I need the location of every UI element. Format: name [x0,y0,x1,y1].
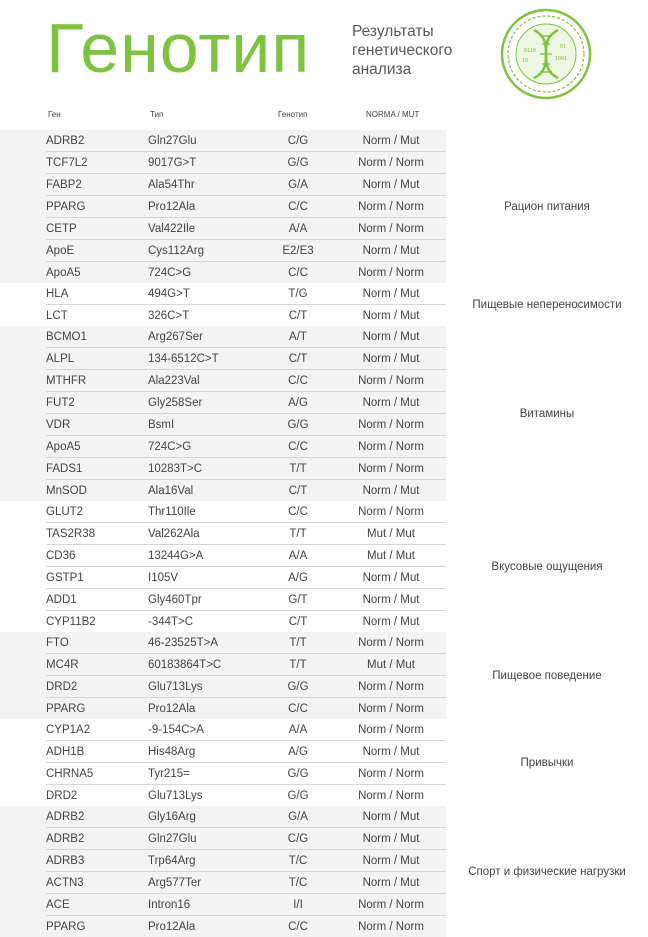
table-row [0,130,648,152]
subtitle-line: анализа [352,60,492,79]
gene-cell: CYP1A2 [46,719,148,741]
type-cell: -344T>C [148,611,260,633]
genotype-cell: I/I [260,894,336,916]
row-margin [0,174,46,196]
gene-cell: ACE [46,894,148,916]
row-margin [0,850,46,872]
gene-cell: ApoE [46,240,148,262]
row-margin [0,611,46,633]
result-cell: Norm / Norm [336,632,446,654]
type-cell: Ala16Val [148,480,260,502]
genotype-cell: T/T [260,632,336,654]
category-label: Вкусовые ощущения [446,501,648,632]
result-cell: Norm / Mut [336,240,446,262]
column-header-gene: Ген [48,110,61,119]
genotype-cell: C/T [260,480,336,502]
gene-cell: VDR [46,414,148,436]
result-cell: Norm / Norm [336,785,446,807]
svg-text:0110: 0110 [524,48,536,54]
genotype-cell: C/T [260,305,336,327]
type-cell: Gly16Arg [148,806,260,828]
genotype-cell: T/T [260,523,336,545]
category-label: Витамины [446,326,648,501]
genotype-cell: T/C [260,850,336,872]
category-label: Рацион питания [446,130,648,283]
result-cell: Norm / Norm [336,196,446,218]
row-margin [0,218,46,240]
type-cell: Ala223Val [148,370,260,392]
genotype-cell: G/G [260,414,336,436]
gene-cell: ADRB2 [46,828,148,850]
result-cell: Norm / Mut [336,130,446,152]
row-margin [0,480,46,502]
genotype-cell: A/T [260,326,336,348]
gene-cell: CETP [46,218,148,240]
result-cell: Norm / Norm [336,719,446,741]
type-cell: Pro12Ala [148,196,260,218]
row-margin [0,872,46,894]
column-header-type: Тип [150,110,163,119]
genotype-cell: A/A [260,719,336,741]
category-label: Пищевые непереносимости [446,283,648,326]
genotype-cell: C/G [260,130,336,152]
type-cell: Glu713Lys [148,676,260,698]
genotype-cell: C/C [260,370,336,392]
type-cell: 9017G>T [148,152,260,174]
result-cell: Norm / Norm [336,763,446,785]
genotype-cell: C/T [260,611,336,633]
type-cell: 46-23525T>A [148,632,260,654]
gene-cell: ADH1B [46,741,148,763]
row-margin [0,152,46,174]
category-label: Привычки [446,719,648,806]
type-cell: Val422Ile [148,218,260,240]
genotype-cell: T/T [260,458,336,480]
gene-cell: PPARG [46,698,148,720]
row-margin [0,785,46,807]
row-margin [0,828,46,850]
result-cell: Mut / Mut [336,654,446,676]
result-cell: Norm / Mut [336,850,446,872]
result-cell: Norm / Mut [336,872,446,894]
type-cell: Intron16 [148,894,260,916]
type-cell: BsmI [148,414,260,436]
type-cell: Arg267Ser [148,326,260,348]
row-margin [0,414,46,436]
report-subtitle [352,22,492,79]
genotype-cell: T/C [260,872,336,894]
result-cell: Norm / Norm [336,436,446,458]
result-cell: Norm / Norm [336,218,446,240]
result-cell: Norm / Mut [336,611,446,633]
column-header-result: NORMA / MUT [366,110,419,119]
type-cell: 60183864T>C [148,654,260,676]
row-margin [0,894,46,916]
gene-cell: ADRB2 [46,806,148,828]
row-margin [0,501,46,523]
result-cell: Norm / Mut [336,741,446,763]
table-row [0,806,648,828]
row-margin [0,283,46,305]
table-row [0,283,648,305]
result-cell: Norm / Mut [336,174,446,196]
type-cell: -9-154C>A [148,719,260,741]
row-margin [0,305,46,327]
type-cell: His48Arg [148,741,260,763]
gene-cell: DRD2 [46,785,148,807]
result-cell: Norm / Mut [336,589,446,611]
svg-text:01: 01 [560,44,566,50]
type-cell: Gly258Ser [148,392,260,414]
row-margin [0,806,46,828]
result-cell: Norm / Mut [336,480,446,502]
result-cell: Norm / Norm [336,894,446,916]
result-cell: Norm / Norm [336,698,446,720]
genotype-cell: A/G [260,741,336,763]
row-margin [0,262,46,284]
type-cell: 724C>G [148,262,260,284]
table-row [0,719,648,741]
gene-cell: LCT [46,305,148,327]
type-cell: Glu713Lys [148,785,260,807]
row-margin [0,654,46,676]
genotype-cell: T/T [260,654,336,676]
row-margin [0,523,46,545]
genotype-cell: A/G [260,392,336,414]
row-margin [0,763,46,785]
genotype-cell: C/C [260,698,336,720]
row-margin [0,348,46,370]
result-cell: Norm / Norm [336,458,446,480]
gene-cell: FADS1 [46,458,148,480]
result-cell: Mut / Mut [336,545,446,567]
genotype-cell: C/C [260,262,336,284]
genotype-cell: C/C [260,916,336,937]
gene-cell: CHRNA5 [46,763,148,785]
type-cell: I105V [148,567,260,589]
svg-text:1001: 1001 [555,56,567,62]
genotype-cell: C/C [260,436,336,458]
row-margin [0,741,46,763]
result-cell: Norm / Norm [336,152,446,174]
type-cell: Pro12Ala [148,916,260,937]
dna-seal-icon [500,8,592,100]
column-header-genotype: Генотип [278,110,307,119]
genotype-cell: G/G [260,785,336,807]
gene-cell: DRD2 [46,676,148,698]
genotype-cell: G/G [260,676,336,698]
genotype-cell: T/G [260,283,336,305]
type-cell: Trp64Arg [148,850,260,872]
table-row [0,501,648,523]
row-margin [0,589,46,611]
gene-cell: TCF7L2 [46,152,148,174]
type-cell: 13244G>A [148,545,260,567]
gene-cell: ADD1 [46,589,148,611]
result-cell: Norm / Norm [336,676,446,698]
row-margin [0,436,46,458]
row-margin [0,567,46,589]
type-cell: 724C>G [148,436,260,458]
type-cell: Ala54Thr [148,174,260,196]
type-cell: Val262Ala [148,523,260,545]
type-cell: Gln27Glu [148,130,260,152]
type-cell: Pro12Ala [148,698,260,720]
result-cell: Norm / Mut [336,567,446,589]
genotype-cell: C/C [260,196,336,218]
row-margin [0,676,46,698]
row-margin [0,719,46,741]
gene-cell: ACTN3 [46,872,148,894]
result-cell: Norm / Mut [336,326,446,348]
genotype-cell: G/G [260,152,336,174]
result-cell: Mut / Mut [336,523,446,545]
gene-cell: MnSOD [46,480,148,502]
row-margin [0,458,46,480]
gene-cell: GLUT2 [46,501,148,523]
row-margin [0,240,46,262]
type-cell: Tyr215= [148,763,260,785]
brand-logo-text: Генотип [46,8,310,88]
type-cell: 494G>T [148,283,260,305]
table-row [0,632,648,654]
gene-cell: ADRB2 [46,130,148,152]
result-cell: Norm / Norm [336,916,446,937]
gene-cell: ALPL [46,348,148,370]
gene-cell: MTHFR [46,370,148,392]
subtitle-line: генетического [352,41,492,60]
gene-cell: BCMO1 [46,326,148,348]
result-cell: Norm / Norm [336,262,446,284]
result-cell: Norm / Mut [336,305,446,327]
gene-cell: PPARG [46,196,148,218]
type-cell: Gln27Glu [148,828,260,850]
gene-cell: HLA [46,283,148,305]
type-cell: 134-6512C>T [148,348,260,370]
gene-cell: FUT2 [46,392,148,414]
genotype-cell: G/G [260,763,336,785]
genotype-cell: C/G [260,828,336,850]
genotype-table [0,130,648,937]
type-cell: 10283T>C [148,458,260,480]
result-cell: Norm / Mut [336,806,446,828]
gene-cell: MC4R [46,654,148,676]
result-cell: Norm / Norm [336,414,446,436]
row-margin [0,196,46,218]
gene-cell: ApoA5 [46,262,148,284]
gene-cell: FTO [46,632,148,654]
gene-cell: ADRB3 [46,850,148,872]
result-cell: Norm / Norm [336,370,446,392]
genotype-cell: A/A [260,545,336,567]
row-margin [0,370,46,392]
gene-cell: PPARG [46,916,148,937]
result-cell: Norm / Norm [336,501,446,523]
gene-cell: FABP2 [46,174,148,196]
type-cell: Gly460Tpr [148,589,260,611]
genotype-cell: A/A [260,218,336,240]
gene-cell: ApoA5 [46,436,148,458]
row-margin [0,545,46,567]
type-cell: Cys112Arg [148,240,260,262]
genotype-cell: C/T [260,348,336,370]
type-cell: Arg577Ter [148,872,260,894]
svg-text:10: 10 [522,58,528,64]
row-margin [0,326,46,348]
genotype-cell: E2/E3 [260,240,336,262]
result-cell: Norm / Mut [336,828,446,850]
type-cell: 326C>T [148,305,260,327]
row-margin [0,130,46,152]
gene-cell: CYP11B2 [46,611,148,633]
subtitle-line: Результаты [352,22,492,41]
gene-cell: TAS2R38 [46,523,148,545]
genotype-cell: G/T [260,589,336,611]
category-label: Пищевое поведение [446,632,648,719]
genotype-cell: G/A [260,806,336,828]
type-cell: Thr110Ile [148,501,260,523]
result-cell: Norm / Mut [336,348,446,370]
genotype-cell: G/A [260,174,336,196]
result-cell: Norm / Mut [336,283,446,305]
row-margin [0,916,46,937]
row-margin [0,698,46,720]
result-cell: Norm / Mut [336,392,446,414]
genotype-cell: A/G [260,567,336,589]
gene-cell: CD36 [46,545,148,567]
row-margin [0,632,46,654]
gene-cell: GSTP1 [46,567,148,589]
table-row [0,326,648,348]
row-margin [0,392,46,414]
category-label: Спорт и физические нагрузки [446,806,648,937]
genotype-cell: C/C [260,501,336,523]
